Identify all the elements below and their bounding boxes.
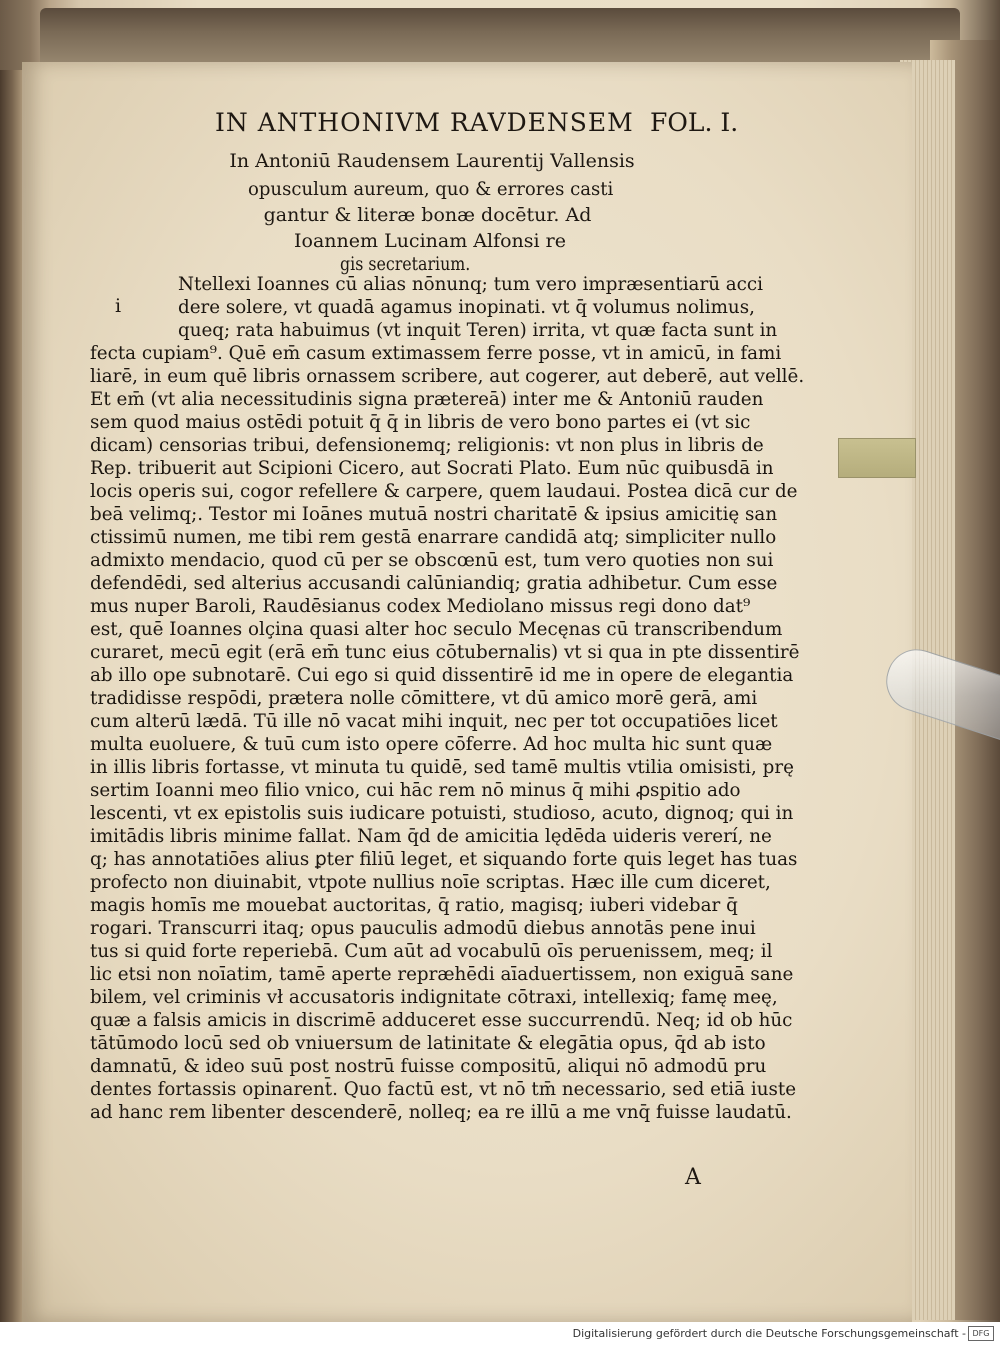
text-line: lescenti, vt ex epistolis suis iudicare potuisti, studioso, acuto, dignoq; qui in: [90, 803, 794, 824]
heading-line: Ioannem Lucinam Alfonsi re: [294, 230, 566, 252]
heading-line: In Antoniū Raudensem Laurentij Vallensis: [229, 150, 635, 172]
heading-line: opusculum aureum, quo & errores casti: [248, 178, 614, 200]
text-line: bilem, vel criminis vł accusatoris indignitate cōtraxi, intellexiq; famę meę,: [90, 987, 778, 1008]
folio-number: FOL. I.: [650, 108, 739, 137]
text-line: dicam) censorias tribui, defensionemq; religionis: vt non plus in libris de: [90, 435, 764, 456]
heading-line: gis secretarium.: [340, 253, 471, 275]
paper-tab-marker: [838, 438, 916, 478]
heading-line: gantur & literæ bonæ docētur. Ad: [263, 204, 592, 226]
text-line: cum alterū lædā. Tū ille nō vacat mihi inquit, nec per tot occupatiōes licet: [90, 711, 778, 732]
text-line: ctissimū numen, me tibi rem gestā enarrare candidā atq; simpliciter nullo: [90, 527, 777, 548]
text-line: curaret, mecū egit (erā em̄ tunc eius cōtubernalis) vt si qua in pte dissentirē: [90, 642, 800, 663]
text-line: quæ a falsis amicis in discrimē adduceret esse succurrendū. Neq; id ob hūc: [90, 1010, 793, 1031]
initial-letter-guide: i: [115, 295, 122, 317]
text-line: ab illo ope subnotarē. Cui ego si quid dissentirē id me in opere de elegantia: [90, 665, 794, 686]
text-line: damnatū, & ideo suū post nostrū fuisse compositū, aliqui nō admodū pru: [90, 1056, 767, 1077]
text-line: magis homīs me mouebat auctoritas, q̄ ratio, magisq; iuberi videbar q̄: [90, 895, 738, 916]
text-line: in illis libris fortasse, vt minuta tu quidē, sed tamē multis vtilia omisisti, prę: [90, 757, 794, 778]
text-line: sertim Ioanni meo filio vnico, cui hāc rem nō minus q̄ mihi ꝓspitio ado: [90, 780, 741, 801]
text-line: q; has annotatiōes alius ꝑter filiū leget, et siquando forte quis leget has tuas: [90, 849, 798, 870]
catchword-signature: A: [685, 1165, 701, 1190]
text-line: profecto non diuinabit, vtpote nullius noīe scriptas. Hæc ille cum diceret,: [90, 872, 771, 893]
text-line: Ntellexi Ioannes cū alias nōnunq; tum vero impræsentiarū acci: [178, 274, 763, 295]
text-line: admixto mendacio, quod cū per se obscœnū est, tum vero quoties non sui: [90, 550, 774, 571]
text-line: mus nuper Baroli, Raudēsianus codex Mediolano missus regi dono dat⁹: [90, 596, 751, 617]
text-line: multa euoluere, & tuū cum isto opere cōferre. Ad hoc multa hic sunt quæ: [90, 734, 773, 755]
text-line: lic etsi non noīatim, tamē aperte repræhēdi aīaduertissem, non exiguā sane: [90, 964, 794, 985]
text-line: dentes fortassis opinarent̄. Quo factū est, vt nō tm̄ necessario, sed etiā iuste: [90, 1079, 797, 1100]
text-line: tus si quid forte reperiebā. Cum aūt ad vocabulū oīs peruenissem, meq; il: [90, 941, 773, 962]
text-line: est, quē Ioannes olçina quasi alter hoc seculo Mecęnas cū transcribendum: [90, 619, 783, 640]
text-line: liarē, in eum quē libris ornassem scribere, aut cogerer, aut deberē, aut vellē.: [90, 366, 805, 387]
text-line: Rep. tribuerit aut Scipioni Cicero, aut Socrati Plato. Eum nūc quibusdā in: [90, 458, 774, 479]
text-line: tradidisse respōdi, prætera nolle cōmittere, vt dū amico morē gerā, ami: [90, 688, 758, 709]
text-line: Et em̄ (vt alia necessitudinis signa prætereā) inter me & Antoniū rauden: [90, 389, 764, 410]
text-line: sem quod maius ostēdi potuit q̄ q̄ in libris de vero bono partes ei (vt sic: [90, 412, 751, 433]
text-line: rogari. Transcurri itaq; opus pauculis admodū diebus annotās pene inui: [90, 918, 756, 939]
text-line: defendēdi, sed alterius accusandi calūniandiq; gratia adhibetur. Cum esse: [90, 573, 778, 594]
text-line: fecta cupiam⁹. Quē em̄ casum extimassem ferre posse, vt in amicū, in fami: [90, 343, 782, 364]
text-line: dere solere, vt quadā agamus inopinati. vt q̄ volumus nolimus,: [178, 297, 755, 318]
text-line: tātūmodo locū sed ob vniuersum de latinitate & elegātia opus, q̄d ab isto: [90, 1033, 766, 1054]
text-line: queq; rata habuimus (vt inquit Teren) irrita, vt quæ facta sunt in: [178, 320, 778, 341]
running-head-title: IN ANTHONIVM RAVDENSEM: [215, 108, 634, 137]
digitization-credit: Digitalisierung gefördert durch die Deutsche Forschungsgemeinschaft -: [572, 1327, 966, 1340]
text-line: locis operis sui, cogor refellere & carpere, quem laudaui. Postea dicā cur de: [90, 481, 798, 502]
text-line: imitādis libris minime fallat. Nam q̄d de amicitia lędēda uideris vererí, ne: [90, 826, 772, 847]
text-line: beā velimq;. Testor mi Ioānes mutuā nostri charitatē & ipsius amicitię san: [90, 504, 778, 525]
dfg-logo: DFG: [968, 1326, 994, 1341]
book-cover-top-edge: [40, 8, 960, 68]
text-line: ad hanc rem libenter descenderē, nolleq; ea re illū a me vnq̄ fuisse laudatū.: [90, 1102, 792, 1123]
